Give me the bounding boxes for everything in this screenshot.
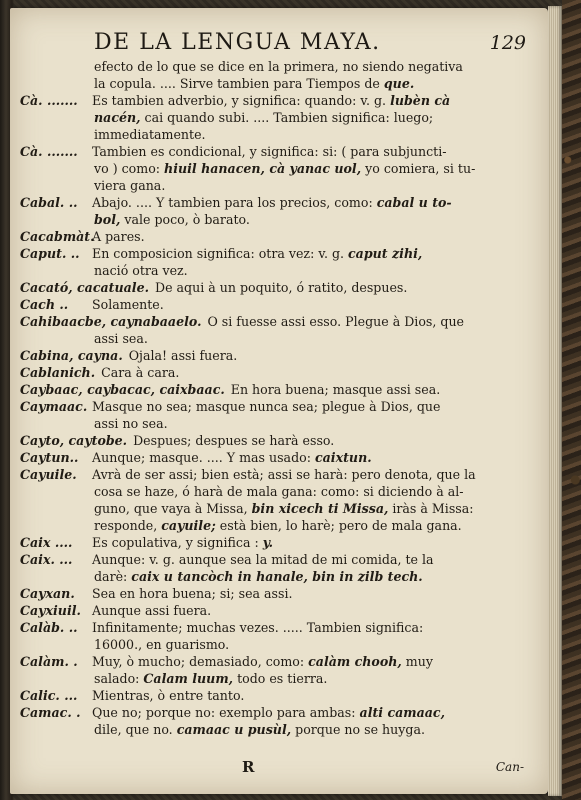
entry-term: Cayto, caytobe. bbox=[20, 433, 128, 448]
maya-phrase: cayuile; bbox=[161, 518, 216, 533]
entry-line bbox=[20, 534, 536, 551]
entry-line bbox=[20, 602, 536, 619]
definition-text: Despues; despues se harà esso. bbox=[133, 433, 335, 448]
definition-text: Masque no sea; masque nunca sea; plegue à Dios, que bbox=[92, 399, 441, 414]
continuation-line bbox=[20, 109, 536, 126]
continuation-line bbox=[20, 483, 536, 500]
maya-phrase: caix u tancòch in hanale, bin in zilb tech. bbox=[131, 569, 423, 584]
entry-term: Cayxan. bbox=[20, 586, 75, 601]
continuation-line bbox=[20, 126, 536, 143]
definition-text: Sea en hora buena; si; sea assi. bbox=[92, 586, 293, 601]
definition-text: la copula. .... Sirve tambien para Tiempos de bbox=[94, 76, 384, 91]
continuation-line bbox=[20, 517, 536, 534]
definition-text: Es tambien adverbio, y significa: quando: v. g. bbox=[92, 93, 391, 108]
definition-text: nació otra vez. bbox=[94, 263, 188, 278]
entry-term: Cà. ....... bbox=[20, 93, 78, 108]
definition-text: salado: bbox=[94, 671, 144, 686]
definition-text: immediatamente. bbox=[94, 127, 206, 142]
definition-text: vale poco, ò barato. bbox=[120, 212, 250, 227]
entry-line bbox=[20, 381, 536, 398]
definition-text: De aqui à un poquito, ó ratito, despues. bbox=[154, 280, 408, 295]
entry-term: Cablanich. bbox=[20, 365, 96, 380]
definition-text: Aunque; masque. .... Y mas usado: bbox=[92, 450, 315, 465]
entry-line bbox=[20, 228, 536, 245]
entry-term: Cayuile. bbox=[20, 467, 77, 482]
entry-line bbox=[20, 398, 536, 415]
continuation-line bbox=[20, 670, 536, 687]
page-edges bbox=[548, 6, 562, 796]
maya-phrase: y. bbox=[262, 535, 274, 550]
maya-phrase: alti camaac, bbox=[359, 705, 445, 720]
entry-term: Cacató, cacatuale. bbox=[20, 280, 149, 295]
entry-line bbox=[20, 704, 536, 721]
marbled-cover bbox=[562, 0, 581, 800]
entry-term: Calic. ... bbox=[20, 688, 78, 703]
definition-text: Muy, ò mucho; demasiado, como: bbox=[92, 654, 309, 669]
entry-term: Caybaac, caybacac, caixbaac. bbox=[20, 382, 225, 397]
entry-line bbox=[20, 653, 536, 670]
definition-text: yo comiera, si tu- bbox=[361, 161, 476, 176]
entry-term: Cà. ....... bbox=[20, 144, 78, 159]
entry-term: Caix .... bbox=[20, 535, 73, 550]
entry-line bbox=[20, 619, 536, 636]
definition-text: Aunque: v. g. aunque sea la mitad de mi comida, te la bbox=[92, 552, 434, 567]
entry-term: Cach .. bbox=[20, 297, 69, 312]
continuation-line bbox=[20, 500, 536, 517]
continuation-line bbox=[20, 330, 536, 347]
entry-line bbox=[20, 687, 536, 704]
entry-term: Cacabmàt. bbox=[20, 229, 95, 244]
entry-line bbox=[20, 551, 536, 568]
definition-text: Cara à cara. bbox=[101, 365, 180, 380]
running-title: DE LA LENGUA MAYA. bbox=[94, 30, 381, 55]
entry-line bbox=[20, 296, 536, 313]
continuation-line bbox=[20, 177, 536, 194]
entry-line bbox=[20, 432, 536, 449]
entry-line bbox=[20, 449, 536, 466]
definition-text: En composicion significa: otra vez: v. g. bbox=[92, 246, 349, 261]
definition-text: guno, que vaya à Missa, bbox=[94, 501, 252, 516]
definition-text: viera gana. bbox=[94, 178, 166, 193]
entry-term: Caix. ... bbox=[20, 552, 73, 567]
continuation-line bbox=[20, 568, 536, 585]
entry-line bbox=[20, 194, 536, 211]
definition-text: porque no se huyga. bbox=[291, 722, 425, 737]
maya-phrase: cabal u to- bbox=[376, 195, 452, 210]
continuation-line bbox=[20, 636, 536, 653]
catchword: Can- bbox=[495, 760, 524, 774]
book-page bbox=[10, 8, 548, 794]
continuation-line bbox=[20, 58, 536, 75]
definition-text: està bien, lo harè; pero de mala gana. bbox=[215, 518, 462, 533]
continuation-line bbox=[20, 415, 536, 432]
page-header bbox=[10, 30, 548, 58]
continuation-line bbox=[20, 262, 536, 279]
maya-phrase: que. bbox=[383, 76, 415, 91]
maya-phrase: camaac u pusùl, bbox=[176, 722, 292, 737]
continuation-line bbox=[20, 211, 536, 228]
definition-text: Solamente. bbox=[92, 297, 164, 312]
definition-text: darè: bbox=[94, 569, 132, 584]
maya-phrase: Calam luum, bbox=[143, 671, 234, 686]
entry-line bbox=[20, 364, 536, 381]
definition-text: assi sea. bbox=[94, 331, 148, 346]
dictionary-entries bbox=[20, 58, 536, 738]
definition-text: Abajo. .... Y tambien para los precios, como: bbox=[92, 195, 377, 210]
maya-phrase: hiuil hanacen, cà yanac uol, bbox=[164, 161, 362, 176]
entry-term: Cabina, cayna. bbox=[20, 348, 123, 363]
definition-text: todo es tierra. bbox=[233, 671, 328, 686]
definition-text: iràs à Missa: bbox=[388, 501, 474, 516]
definition-text: Tambien es condicional, y significa: si: ( para subjuncti- bbox=[92, 144, 447, 159]
definition-text: A pares. bbox=[92, 229, 145, 244]
entry-term: Cahibaacbe, caynabaaelo. bbox=[20, 314, 202, 329]
definition-text: responde, bbox=[94, 518, 162, 533]
definition-text: Que no; porque no: exemplo para ambas: bbox=[92, 705, 360, 720]
entry-term: Calàb. .. bbox=[20, 620, 78, 635]
maya-phrase: calàm chooh, bbox=[308, 654, 402, 669]
entry-term: Caput. .. bbox=[20, 246, 80, 261]
entry-term: Cabal. .. bbox=[20, 195, 78, 210]
definition-text: Aunque assi fuera. bbox=[92, 603, 212, 618]
maya-phrase: lubèn cà bbox=[390, 93, 451, 108]
maya-phrase: nacén, bbox=[94, 110, 141, 125]
continuation-line bbox=[20, 160, 536, 177]
definition-text: Avrà de ser assi; bien està; assi se harà: pero denota, que la bbox=[92, 467, 476, 482]
definition-text: Infinitamente; muchas vezes. ..... Tambien significa: bbox=[92, 620, 424, 635]
maya-phrase: bin xicech ti Missa, bbox=[251, 501, 389, 516]
entry-term: Camac. . bbox=[20, 705, 81, 720]
entry-line bbox=[20, 92, 536, 109]
entry-term: Caytun.. bbox=[20, 450, 79, 465]
entry-line bbox=[20, 347, 536, 364]
entry-term: Calàm. . bbox=[20, 654, 78, 669]
page-number: 129 bbox=[489, 32, 526, 54]
maya-phrase: caput zihi, bbox=[348, 246, 423, 261]
definition-text: 16000., en guarismo. bbox=[94, 637, 230, 652]
definition-text: Mientras, ò entre tanto. bbox=[92, 688, 245, 703]
page-footer bbox=[10, 758, 548, 780]
maya-phrase: bol, bbox=[94, 212, 121, 227]
definition-text: cosa se haze, ó harà de mala gana: como: si diciendo à al- bbox=[94, 484, 464, 499]
entry-term: Cayxiuil. bbox=[20, 603, 81, 618]
definition-text: cai quando subi. .... Tambien significa: luego; bbox=[140, 110, 434, 125]
definition-text: dile, que no. bbox=[94, 722, 177, 737]
definition-text: vo ) como: bbox=[94, 161, 165, 176]
entry-line bbox=[20, 245, 536, 262]
signature-mark: R bbox=[242, 758, 255, 776]
entry-line bbox=[20, 279, 536, 296]
definition-text: muy bbox=[401, 654, 433, 669]
definition-text: O si fuesse assi esso. Plegue à Dios, que bbox=[207, 314, 465, 329]
definition-text: efecto de lo que se dice en la primera, no siendo negativa bbox=[94, 59, 463, 74]
entry-line bbox=[20, 466, 536, 483]
entry-line bbox=[20, 143, 536, 160]
definition-text: Es copulativa, y significa : bbox=[92, 535, 263, 550]
definition-text: assi no sea. bbox=[94, 416, 168, 431]
definition-text: En hora buena; masque assi sea. bbox=[230, 382, 441, 397]
continuation-line bbox=[20, 75, 536, 92]
definition-text: Ojala! assi fuera. bbox=[128, 348, 238, 363]
entry-line bbox=[20, 313, 536, 330]
continuation-line bbox=[20, 721, 536, 738]
entry-line bbox=[20, 585, 536, 602]
entry-term: Caymaac. bbox=[20, 399, 88, 414]
maya-phrase: caixtun. bbox=[314, 450, 372, 465]
